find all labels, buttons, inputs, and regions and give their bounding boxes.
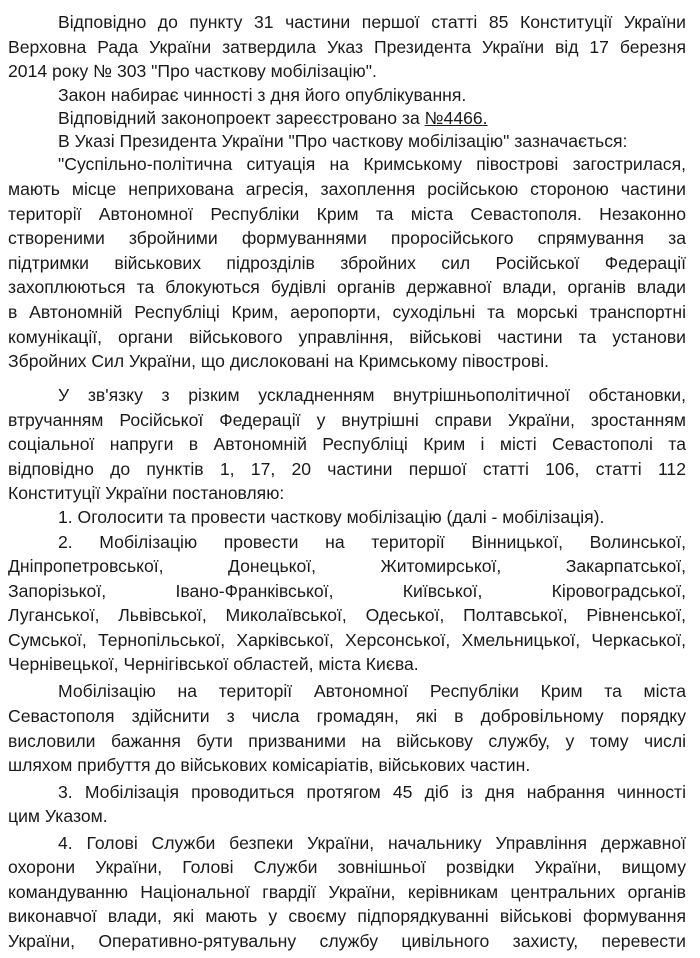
paragraph-6-line-4: відповідно до пунктів 1, 17, 20 частини першої статті 106, статті 112	[8, 458, 686, 479]
paragraph-1-line-2: Верховна Рада України затвердила Указ Президента України від 17 березня	[8, 36, 686, 57]
paragraph-3-text: Відповідний законопроект зареєстровано за	[58, 108, 425, 129]
item-2-line-5: Сумської, Тернопільської, Харківської, Херсонської, Хмельницької, Черкаської,	[8, 629, 686, 650]
quote-line-1: "Суспільно-політична ситуація на Кримському півострові загострилася,	[58, 153, 686, 174]
quote-line-3: території Автономної Республіки Крим та міста Севастополя. Незаконно	[8, 203, 686, 224]
item-4-line-2: охорони України, Голові Служби зовнішньої розвідки України, вищому	[8, 857, 686, 878]
item-4-line-5: України, Оперативно-рятувальну службу цивільного захисту, перевести	[8, 931, 686, 951]
paragraph-7-line-3: висловили бажання бути призваними на військову службу, у тому числі	[8, 730, 686, 751]
quote-line-7: в Автономній Республіці Крим, аеропорти, суходільні та морські транспортні	[8, 302, 686, 322]
item-1: 1. Оголосити та провести часткову мобілізацію (далі - мобілізація).	[58, 506, 605, 527]
item-2-line-6: Чернівецької, Чернігівської областей, міста Києва.	[8, 654, 419, 675]
paragraph-7-line-1: Мобілізацію на території Автономної Республіки Крим та міста	[58, 680, 686, 701]
item-2-line-2: Дніпропетровської, Донецької, Житомирської, Закарпатської,	[8, 556, 686, 576]
item-4-line-3: командуванню Національної гвардії України, керівникам центральних органів	[8, 881, 686, 902]
paragraph-7-line-4: шляхом прибуття до військових комісаріатів, військових частин.	[8, 755, 531, 776]
item-4-line-1: 4. Голові Служби безпеки України, начальнику Управління державної	[58, 832, 686, 853]
paragraph-1-line-3: 2014 року № 303 "Про часткову мобілізацію".	[8, 61, 377, 82]
bill-number-link[interactable]: №4466.	[424, 108, 488, 129]
item-2-line-4: Луганської, Львівської, Миколаївської, Одеської, Полтавської, Рівненської,	[8, 605, 686, 626]
paragraph-2: Закон набирає чинності з дня його опублікування.	[58, 84, 467, 105]
quote-line-8: комунікації, органи військового управління, військові частини та установи	[8, 326, 686, 347]
quote-line-6: захоплюються та блокуються будівлі органів державної влади, органів влади	[8, 277, 686, 298]
quote-line-9: Збройних Сил України, що дислоковані на Кримському півострові.	[8, 351, 549, 372]
paragraph-6-line-3: соціальної напруги в Автономній Республіці Крим і місті Севастополі та	[8, 434, 686, 455]
paragraph-4: В Указі Президента України "Про часткову мобілізацію" зазначається:	[58, 131, 628, 151]
item-2-line-1: 2. Мобілізацію провести на території Вінницької, Волинської,	[58, 531, 686, 552]
item-3-line-2: цим Указом.	[8, 806, 108, 827]
item-4-line-4: виконавчої влади, які мають у своєму підпорядкуванні військові формування	[8, 906, 686, 927]
paragraph-1-line-1: Відповідно до пункту 31 частини першої статті 85 Конституції України	[58, 12, 686, 32]
quote-line-2: мають місце неприхована агресія, захоплення російською стороною частини	[8, 179, 686, 200]
item-2-line-3: Запорізької, Івано-Франківської, Київської, Кіровоградської,	[8, 580, 686, 601]
item-3-line-1: 3. Мобілізація проводиться протягом 45 діб із дня набрання чинності	[58, 781, 686, 802]
quote-line-4: створеними збройними формуваннями проросійського спрямування за	[8, 228, 686, 249]
paragraph-6-line-1: У зв'язку з різким ускладненням внутрішньополітичної обстановки,	[58, 385, 686, 406]
quote-line-5: підтримки військових підрозділів збройних сил Російської Федерації	[8, 252, 686, 273]
paragraph-6-line-5: Конституції України постановляю:	[8, 483, 285, 504]
paragraph-7-line-2: Севастополя здійснити з числа громадян, які в добровільному порядку	[8, 706, 686, 727]
paragraph-3	[58, 107, 488, 129]
paragraph-6-line-2: втручанням Російської Федерації у внутрішні справи України, зростанням	[8, 409, 686, 430]
